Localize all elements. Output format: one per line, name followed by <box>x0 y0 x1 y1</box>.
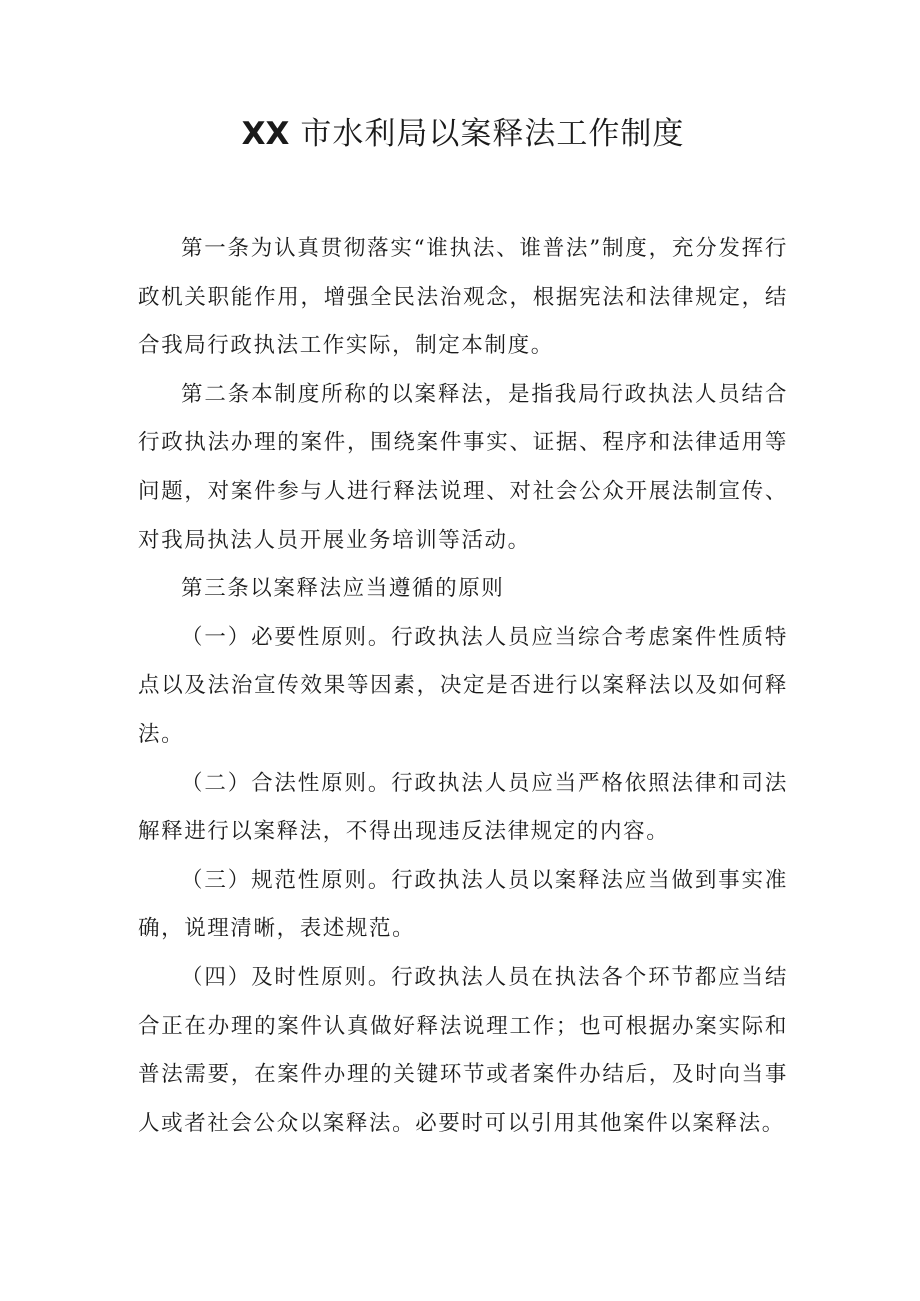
principle-standardization: （三）规范性原则。行政执法人员以案释法应当做到事实准确，说理清晰，表述规范。 <box>138 867 788 942</box>
article-3-heading: 第三条以案释法应当遵循的原则 <box>181 576 505 602</box>
title-prefix: XX <box>241 116 290 152</box>
article-1-paragraph: 第一条为认真贯彻落实“谁执法、谁普法”制度，充分发挥行政机关职能作用，增强全民法治观念，根据宪法和法律规定，结合我局行政执法工作实际，制定本制度。 <box>138 236 788 359</box>
principle-legality: （二）合法性原则。行政执法人员应当严格依照法律和司法解释进行以案释法，不得出现违反法律规定的内容。 <box>138 770 788 845</box>
document-title <box>138 108 788 160</box>
document-page <box>138 108 788 1148</box>
article-2-paragraph: 第二条本制度所称的以案释法，是指我局行政执法人员结合行政执法办理的案件，围绕案件事实、证据、程序和法律适用等问题，对案件参与人进行释法说理、对社会公众开展法制宣传、对我局执法人员开展业务培训等活动。 <box>138 381 788 553</box>
principle-timeliness: （四）及时性原则。行政执法人员在执法各个环节都应当结合正在办理的案件认真做好释法说理工作；也可根据办案实际和普法需要，在案件办理的关键环节或者案件办结后，及时向当事人或者社会公众以案释法。必要时可以引用其他案件以案释法。 <box>138 964 788 1136</box>
title-main: 市水利局以案释法工作制度 <box>300 116 685 152</box>
principle-necessity: （一）必要性原则。行政执法人员应当综合考虑案件性质特点以及法治宣传效果等因素，决定是否进行以案释法以及如何释法。 <box>138 624 788 747</box>
